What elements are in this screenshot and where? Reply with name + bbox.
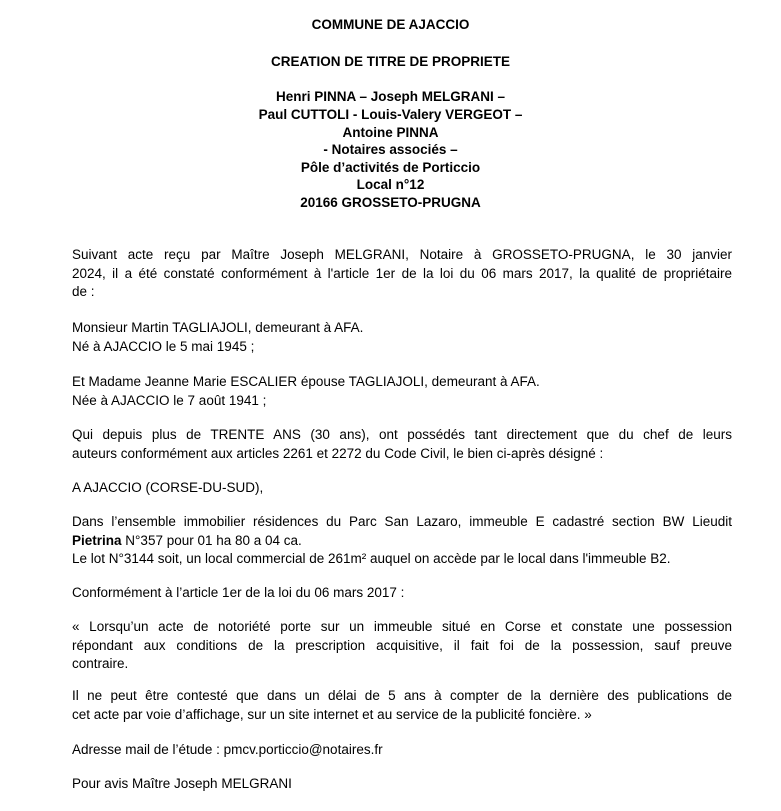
- address-line-3: 20166 GROSSETO-PRUGNA: [300, 195, 481, 210]
- paragraph-madame: [72, 373, 732, 410]
- paragraph-signature: [72, 775, 732, 794]
- notaires-line-3: Antoine PINNA: [342, 125, 439, 140]
- address-line-1: Pôle d’activités de Porticcio: [300, 160, 481, 175]
- signature-line: Pour avis Maître Joseph MELGRANI: [72, 776, 292, 791]
- notaires-line-4: - Notaires associés –: [323, 142, 458, 157]
- paragraph-property: [72, 513, 732, 569]
- paragraph-line: Et Madame Jeanne Marie ESCALIER épouse TAGLIAJOLI, demeurant à AFA.: [72, 374, 540, 389]
- document-title: CREATION DE TITRE DE PROPRIETE: [270, 54, 511, 69]
- paragraph-line: « Lorsqu’un acte de notoriété porte sur un immeuble situé en Corse et constate une possession: [72, 619, 732, 634]
- paragraph-quote: [72, 618, 732, 674]
- paragraph-line: Monsieur Martin TAGLIAJOLI, demeurant à AFA.: [72, 320, 364, 335]
- paragraph-possession: [72, 426, 732, 463]
- commune-heading: COMMUNE DE AJACCIO: [311, 17, 470, 32]
- address-line-2: Local n°12: [356, 177, 425, 192]
- paragraph-line: Qui depuis plus de TRENTE ANS (30 ans), ont possédés tant directement que du chef de leurs: [72, 427, 732, 442]
- paragraph-line: auteurs conformément aux articles 2261 et 2272 du Code Civil, le bien ci-après désigné :: [72, 445, 604, 461]
- paragraph-line: [72, 532, 732, 551]
- paragraph-law-reference: [72, 584, 732, 603]
- paragraph-email: [72, 741, 732, 760]
- email-line: Adresse mail de l’étude : pmcv.porticcio@notaires.fr: [72, 742, 383, 757]
- paragraph-line: Le lot N°3144 soit, un local commercial de 261m² auquel on accède par le local dans l'immeuble B2.: [72, 551, 671, 567]
- lieudit-name: Pietrina: [72, 532, 122, 548]
- paragraph-line: 2024, il a été constaté conformément à l'article 1er de la loi du 06 mars 2017, la qualité de propriétaire: [72, 265, 732, 281]
- paragraph-line: Née à AJACCIO le 7 août 1941 ;: [72, 392, 267, 408]
- paragraph-line: de :: [72, 284, 95, 300]
- paragraph-line: contraire.: [72, 656, 129, 672]
- paragraph-line: répondant aux conditions de la prescription acquisitive, il fait foi de la possession, sauf preuve: [72, 637, 732, 653]
- parcel-details: N°357 pour 01 ha 80 a 04 ca.: [121, 532, 302, 548]
- paragraph-line: cet acte par voie d’affichage, sur un site internet et au service de la publicité foncière. »: [72, 706, 592, 722]
- paragraph-contest: [72, 687, 732, 724]
- paragraph-monsieur: [72, 319, 732, 356]
- notaires-line-2: Paul CUTTOLI - Louis-Valery VERGEOT –: [258, 107, 523, 122]
- paragraph-acte: [72, 246, 732, 302]
- paragraph-line: Né à AJACCIO le 5 mai 1945 ;: [72, 338, 255, 354]
- paragraph-line: Dans l’ensemble immobilier résidences du Parc San Lazaro, immeuble E cadastré section BW Lieudit: [72, 514, 732, 529]
- paragraph-line: A AJACCIO (CORSE-DU-SUD),: [72, 480, 264, 495]
- paragraph-line: Suivant acte reçu par Maître Joseph MELGRANI, Notaire à GROSSETO-PRUGNA, le 30 janvier: [72, 247, 732, 262]
- paragraph-line: Il ne peut être contesté que dans un délai de 5 ans à compter de la dernière des publications de: [72, 688, 732, 703]
- paragraph-location: [72, 479, 732, 498]
- notaires-line-1: Henri PINNA – Joseph MELGRANI –: [275, 89, 506, 104]
- paragraph-line: Conformément à l’article 1er de la loi du 06 mars 2017 :: [72, 585, 405, 600]
